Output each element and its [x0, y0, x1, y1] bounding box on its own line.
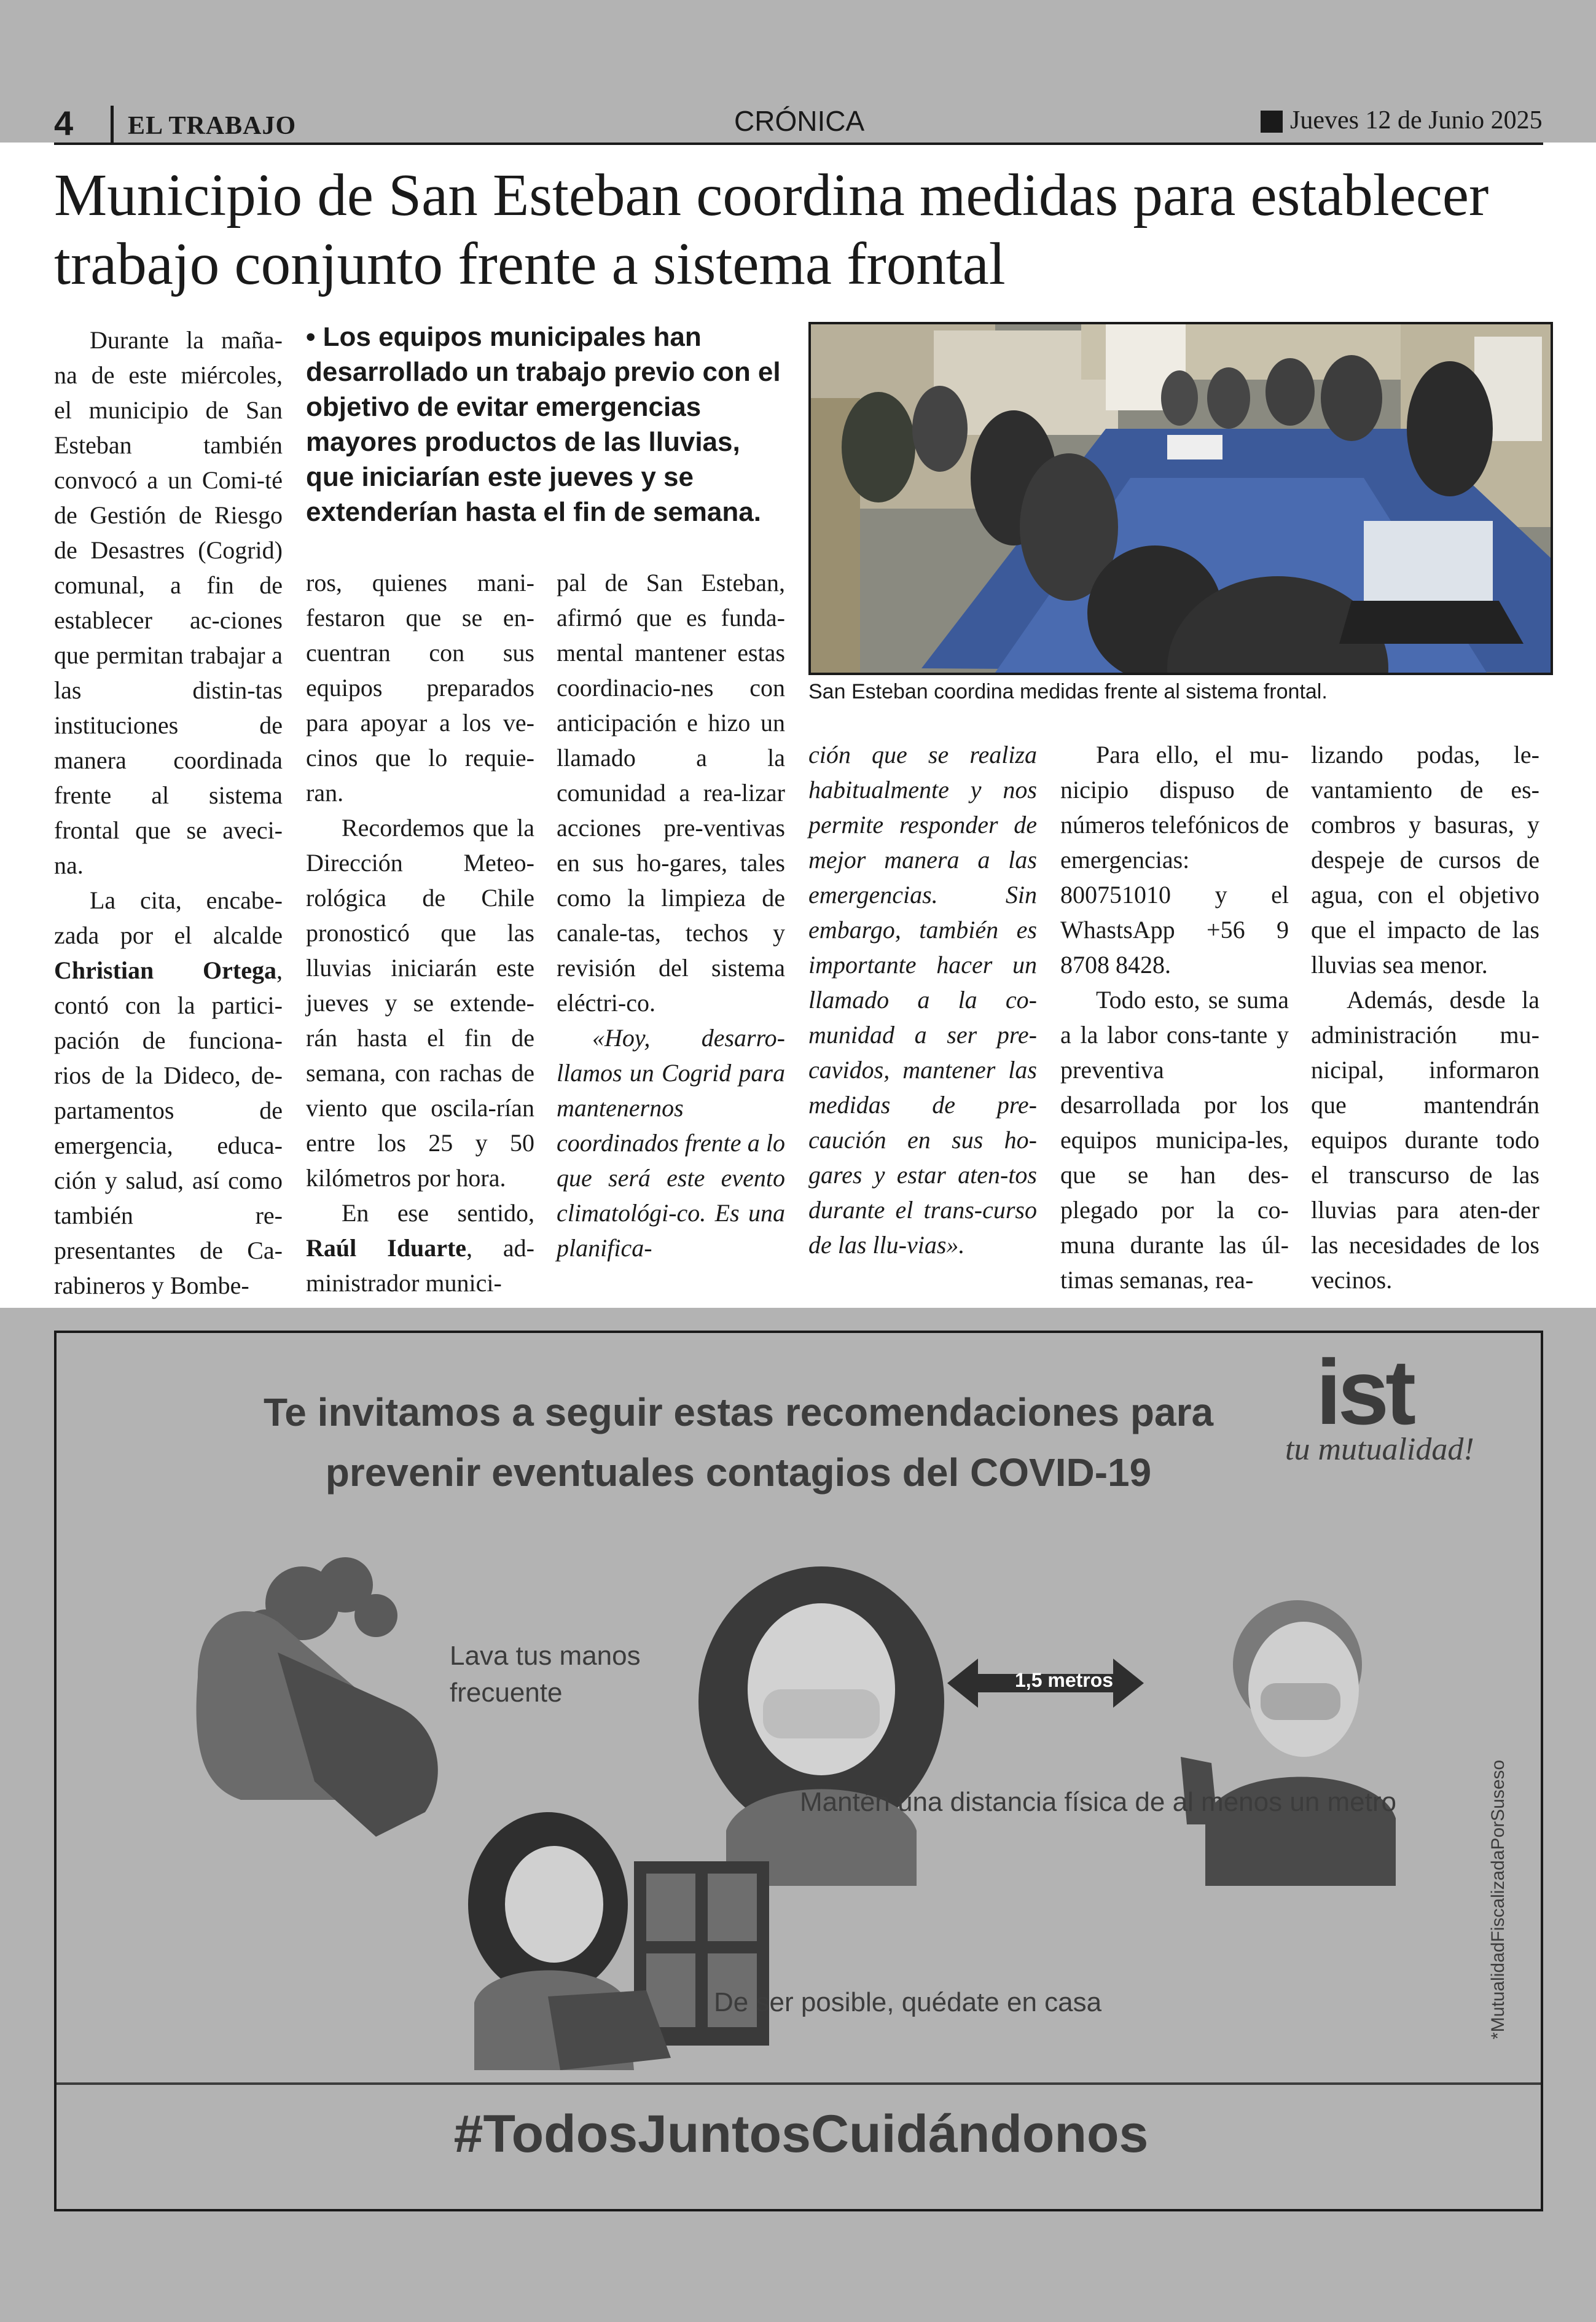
date-square-icon — [1261, 111, 1283, 133]
administrator-name: Raúl Iduarte — [306, 1234, 467, 1262]
meeting-photo-image — [811, 324, 1551, 673]
page-number: 4 — [54, 104, 74, 143]
stay-home-text: De ser posible, quédate en casa — [714, 1987, 1102, 2017]
newspaper-name: EL TRABAJO — [128, 112, 297, 140]
paragraph: Todo esto, se suma a la labor cons-tante y preventiva desarrollada por los equipos municipa-les, que se han des-plegado por la co-muna durante las úl-timas semanas, rea- — [1060, 986, 1289, 1294]
masked-woman-icon — [698, 1566, 944, 1886]
paragraph: Para ello, el mu-nicipio dispuso de números telefónicos de emergencias: 800751010 y el WhastsApp +56 9 8708 8428. — [1060, 741, 1289, 979]
ad-title-line-2: prevenir eventuales contagios del COVID-19 — [325, 1450, 1152, 1495]
washing-hands-icon — [197, 1557, 438, 1837]
article-column-4 — [808, 737, 1037, 1262]
article-headline: Municipio de San Esteban coordina medidas para establecer trabajo conjunto frente a sistema frontal — [54, 162, 1489, 297]
photo-caption: San Esteban coordina medidas frente al sistema frontal. — [808, 680, 1328, 703]
ist-logo: ist — [1316, 1340, 1413, 1444]
paragraph: lizando podas, le-vantamiento de es-combros y basuras, y despeje de cursos de agua, con el objetivo que el impacto de las lluvias sea menor. — [1311, 741, 1539, 979]
paragraph: Recordemos que la Dirección Meteo-rológica de Chile pronosticó que las lluvias iniciarán este jueves y se extende-rán hasta el fin de semana, con rachas de viento que oscila-rían entre los 25 y 50 kilómetros por hora. — [306, 814, 534, 1192]
paragraph: ción que se realiza habitualmente y nos permite responder de mejor manera a las emergencias. Sin embargo, también es importante hacer un llamado a la co-munidad a ser pre-cavidos, mantener las medidas de pre-caución en sus ho-gares y estar aten-tos durante el trans-curso de las llu-vias». — [808, 741, 1037, 1259]
ad-divider — [57, 2082, 1543, 2085]
paragraph: pal de San Esteban, afirmó que es funda-mental mantener estas coordinacio-nes con anticipación e hizo un llamado a la comunidad a rea-lizar acciones pre-ventivas en sus ho-gares, tales como la limpieza de canale-tas, techos y revisión del sistema eléctri-co. — [557, 569, 785, 1017]
ad-title — [216, 1382, 1261, 1503]
header-rule — [54, 143, 1543, 145]
mayor-name: Christian Ortega — [54, 956, 276, 984]
ist-slogan: tu mutualidad! — [1285, 1432, 1474, 1467]
paragraph: «Hoy, desarro-llamos un Cogrid para mantenernos coordinados frente a lo que será este evento climatológi-co. Es una planifica- — [557, 1024, 785, 1262]
article-column-5 — [1060, 737, 1289, 1297]
wash-hands-text: Lava tus manos frecuente — [450, 1641, 641, 1708]
paragraph: En ese sentido, Raúl Iduarte, ad-ministrador munici- — [306, 1199, 534, 1297]
article-lead: • Los equipos municipales han desarrollado un trabajo previo con el objetivo de evitar emergencias mayores productos de las lluvias, que iniciarían este jueves y se extenderían hasta el fin de semana. — [306, 322, 781, 527]
paragraph: La cita, encabe-zada por el alcalde Christian Ortega, contó con la partici-pación de funciona-rios de la Dideco, de-partamentos de emergencia, educa-ción y salud, así como también re-presentantes de Ca-rabineros y Bombe- — [54, 886, 283, 1299]
paragraph: Además, desde la administración mu-nicipal, informaron que mantendrán equipos durante todo el transcurso de las lluvias para aten-der las necesidades de los vecinos. — [1311, 986, 1539, 1294]
ad-hashtag: #TodosJuntosCuidándonos — [453, 2105, 1149, 2164]
article-photo — [808, 322, 1553, 675]
paragraph: Durante la maña-na de este miércoles, el municipio de San Esteban también convocó a un Comi-té de Gestión de Riesgo de Desastres (Cogrid) comunal, a fin de establecer ac-ciones que permitan trabajar a las distin-tas instituciones de manera coordinada frente al sistema frontal que se aveci-na. — [54, 326, 283, 879]
article-column-3 — [557, 565, 785, 1265]
article-column-6 — [1311, 737, 1539, 1297]
header-divider — [111, 106, 114, 143]
distance-label: 1,5 metros — [1015, 1669, 1114, 1691]
article-column-1 — [54, 322, 283, 1303]
ad-title-line-1: Te invitamos a seguir estas recomendaciones para — [263, 1390, 1214, 1434]
issue-date: Jueves 12 de Junio 2025 — [1290, 106, 1543, 135]
section-title: CRÓNICA — [734, 105, 865, 137]
article-column-2 — [306, 565, 534, 1300]
masked-man-icon — [1181, 1600, 1396, 1886]
covid-advertisement — [54, 1331, 1543, 2211]
distance-text: Mantén una distancia física de al menos un metro — [800, 1787, 1396, 1817]
vertical-note: *MutualidadFiscalizadaPorSuseso — [1488, 1759, 1508, 2039]
paragraph: ros, quienes mani-festaron que se en-cuentran con sus equipos preparados para apoyar a los ve-cinos que lo requie-ran. — [306, 569, 534, 807]
